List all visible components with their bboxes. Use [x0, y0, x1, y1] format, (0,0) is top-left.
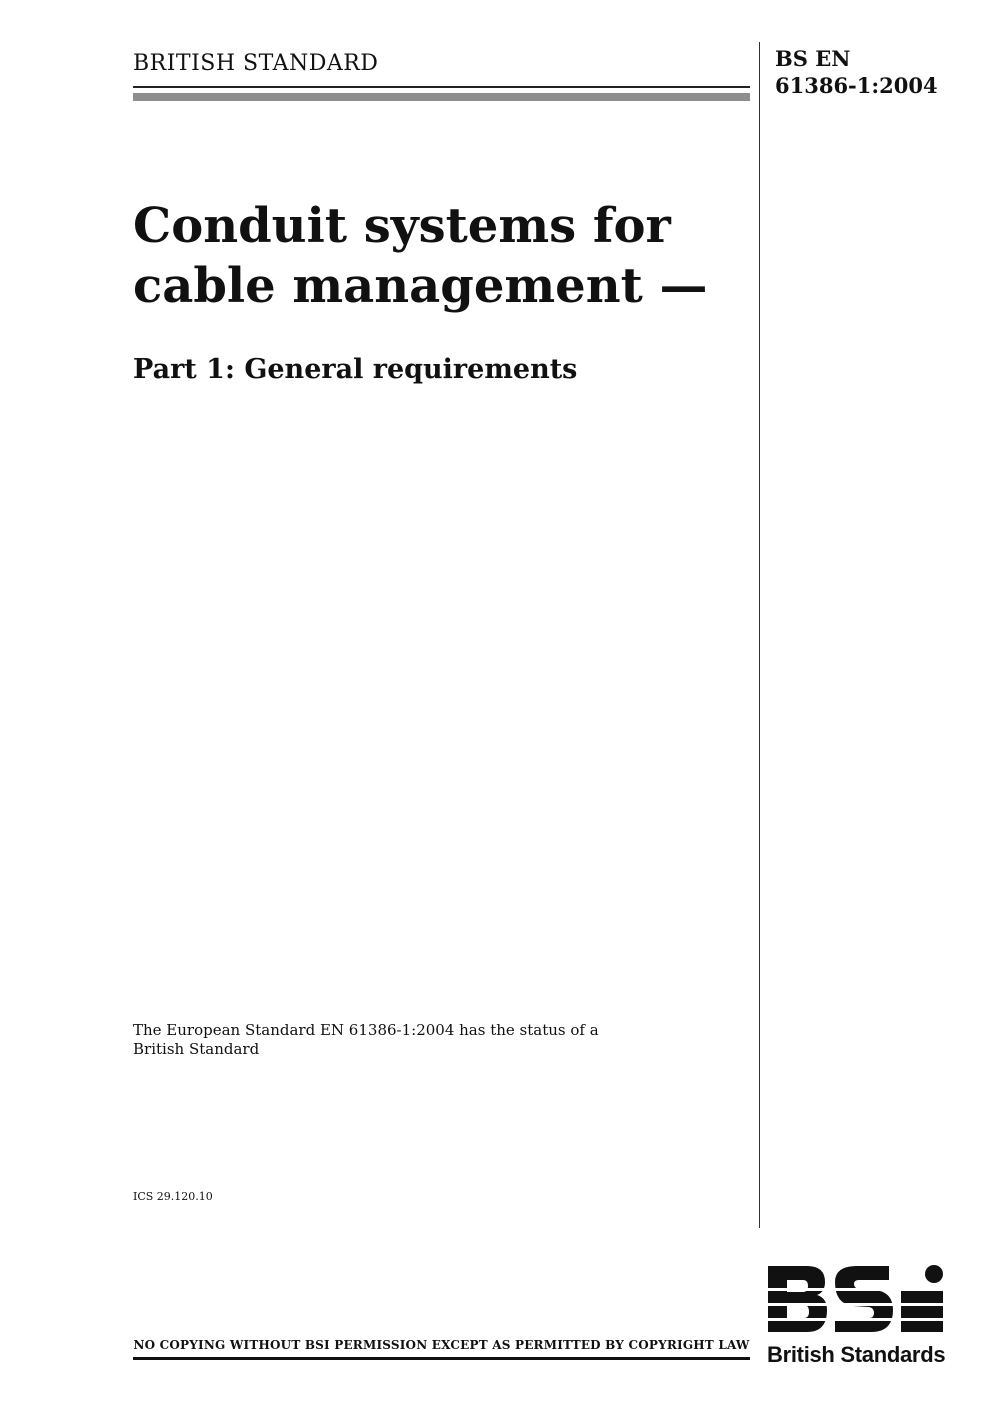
- footer-rule: [133, 1357, 750, 1360]
- vertical-divider: [759, 42, 760, 1228]
- header-label: BRITISH STANDARD: [133, 51, 379, 76]
- title-line1: Conduit systems for: [133, 198, 671, 254]
- header-rule-thick: [133, 93, 750, 101]
- status-note-line2: British Standard: [133, 1040, 260, 1058]
- document-number: [775, 45, 938, 99]
- document-title: [133, 196, 743, 316]
- header-rule-thin: [133, 86, 750, 88]
- status-note: [133, 1021, 633, 1059]
- document-subtitle: Part 1: General requirements: [133, 354, 578, 385]
- copyright-notice: NO COPYING WITHOUT BSI PERMISSION EXCEPT AS PERMITTED BY COPYRIGHT LAW: [133, 1338, 750, 1352]
- bsi-tagline: British Standards: [767, 1342, 946, 1367]
- ics-code: ICS 29.120.10: [133, 1190, 213, 1203]
- status-note-line1: The European Standard EN 61386-1:2004 has the status of a: [133, 1021, 599, 1039]
- document-number-line1: BS EN: [775, 46, 851, 71]
- document-number-line2: 61386-1:2004: [775, 73, 938, 98]
- title-line2: cable management —: [133, 258, 708, 314]
